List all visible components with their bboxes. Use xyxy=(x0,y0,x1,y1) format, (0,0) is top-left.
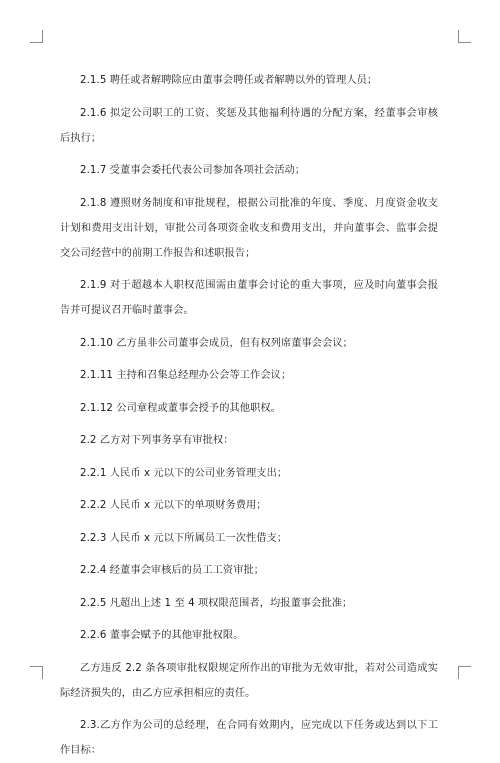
clause-2-2-4: 2.2.4 经董事会审核后的员工工资审批； xyxy=(80,565,265,576)
clause-2-2-6: 2.2.6 董事会赋予的其他审批权限。 xyxy=(80,630,244,641)
corner-crop-mark xyxy=(458,30,471,43)
clause-2-1-11: 2.1.11 主持和召集总经理办公会等工作会议； xyxy=(80,370,292,381)
clause-2-1-12: 2.1.12 公司章程或董事会授予的其他职权。 xyxy=(80,402,281,414)
corner-crop-mark xyxy=(30,666,43,679)
clause-2-2-3: 2.2.3 人民币 x 元以下所属员工一次性借支； xyxy=(80,532,288,544)
violation-clause: 乙方违反 2.2 条各项审批权限规定所作出的审批为无效审批，若对公司造成实际经济损失的，由乙方应承担相应的责任。 xyxy=(60,662,438,699)
clause-2-1-5: 2.1.5 聘任或者解聘除应由董事会聘任或者解聘以外的管理人员； xyxy=(80,75,378,86)
corner-crop-mark xyxy=(30,30,43,43)
clause-2-2: 2.2 乙方对下列事务享有审批权： xyxy=(80,435,234,446)
clause-2-2-5: 2.2.5 凡超出上述 1 至 4 项权限范围者，均报董事会批准； xyxy=(80,597,353,609)
clause-2-1-8: 2.1.8 遵照财务制度和审批规程，根据公司批准的年度、季度、月度资金收支计划和费用支出计划，审批公司各项资金收支和费用支出，并向董事会、监事会提交公司经营中的前期工作报告和述职报告； xyxy=(60,197,438,259)
corner-crop-mark xyxy=(458,666,471,679)
document-body xyxy=(60,68,438,763)
clause-2-2-1: 2.2.1 人民币 x 元以下的公司业务管理支出； xyxy=(80,467,288,479)
clause-2-1-10: 2.1.10 乙方虽非公司董事会成员，但有权列席董事会会议； xyxy=(80,337,353,349)
clause-2-1-9: 2.1.9 对于超越本人职权范围需由董事会讨论的重大事项，应及时向董事会报告并可提议召开临时董事会。 xyxy=(60,280,438,316)
clause-2-2-2: 2.2.2 人民币 x 元以下的单项财务费用； xyxy=(80,500,267,511)
clause-2-1-7: 2.1.7 受董事会委托代表公司参加各项社会活动； xyxy=(80,165,306,176)
clause-2-3: 2.3.乙方作为公司的总经理，在合同有效期内，应完成以下任务或达到以下工作目标： xyxy=(60,720,438,756)
clause-2-1-6: 2.1.6 拟定公司职工的工资、奖惩及其他福利待遇的分配方案，经董事会审核后执行； xyxy=(60,107,438,144)
